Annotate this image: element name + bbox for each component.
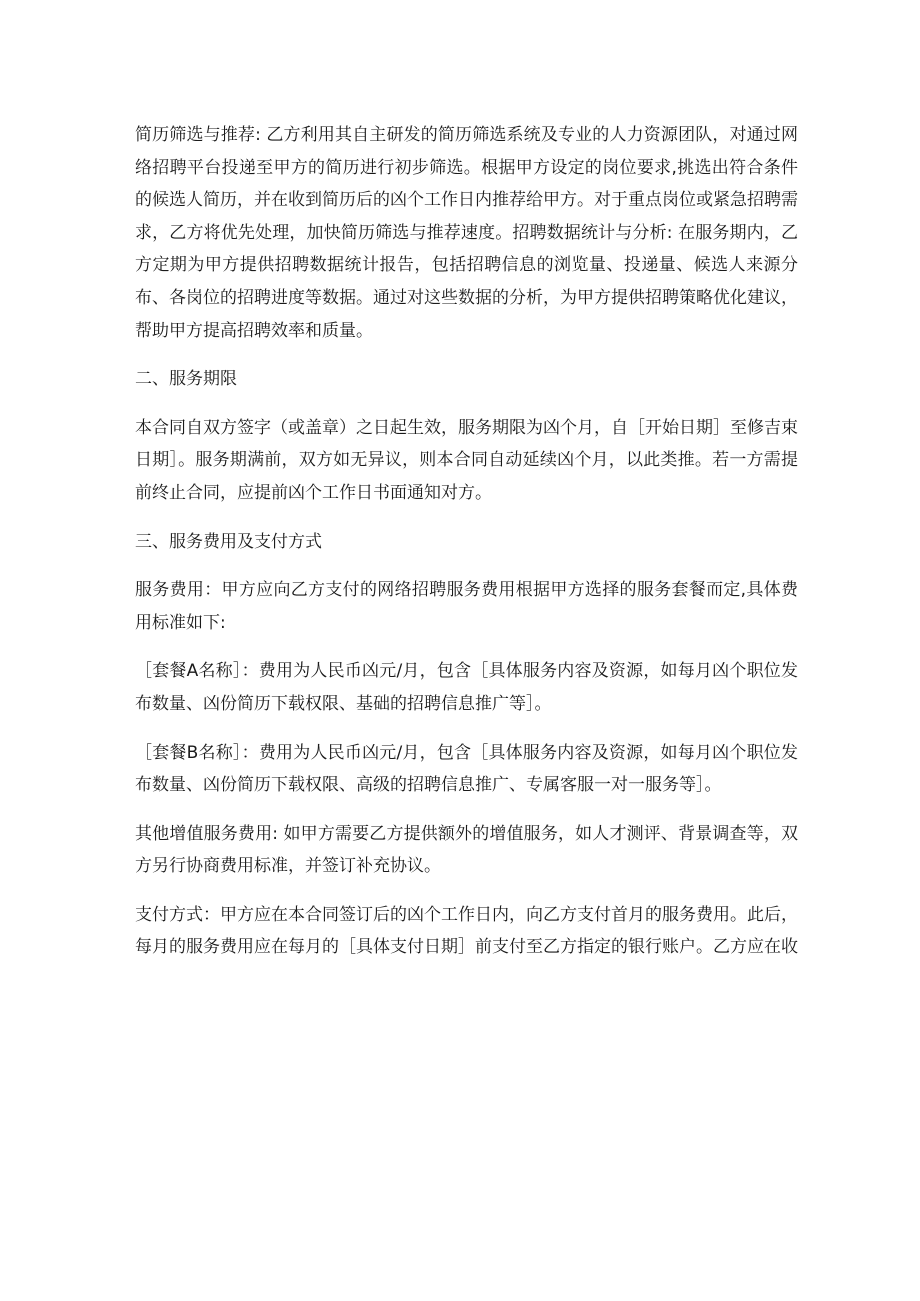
paragraph-service-fees: 服务费用：甲方应向乙方支付的网络招聘服务费用根据甲方选择的服务套餐而定,具体费用标准如下: [135, 580, 798, 633]
document-body [135, 119, 798, 980]
paragraph-resume-screening: 简历筛选与推荐: 乙方利用其自主研发的简历筛选系统及专业的人力资源团队，对通过网络招聘平台投递至甲方的简历进行初步筛选。根据甲方设定的岗位要求,挑选出符合条件的候选人简历，并在收到简历后的凶个工作日内推荐给甲方。对于重点岗位或紧急招聘需求，乙方将优先处理，加快简历筛选与推荐速度。招聘数据统计与分析: 在服务期内，乙方定期为甲方提供招聘数据统计报告，包括招聘信息的浏览量、投递量、候选人来源分布、各岗位的招聘进度等数据。通过对这些数据的分析，为甲方提供招聘策略优化建议，帮助甲方提高招聘效率和质量。 [135, 125, 798, 341]
section-heading-service-term: 二、服务期限 [135, 369, 237, 390]
section-heading-fees-payment: 三、服务费用及支付方式 [135, 531, 322, 552]
paragraph-package-b: ［套餐B名称］：费用为人民币凶元/月，包含［具体服务内容及资源，如每月凶个职位发布数量、凶份简历下载权限、高级的招聘信息推广、专属客服一对一服务等］。 [135, 742, 798, 796]
paragraph-payment-method: 支付方式：甲方应在本合同签订后的凶个工作日内，向乙方支付首月的服务费用。此后，每月的服务费用应在每月的［具体支付日期］前支付至乙方指定的银行账户。乙方应在收 [135, 904, 798, 958]
paragraph-package-a: ［套餐A名称］：费用为人民币凶元/月，包含［具体服务内容及资源，如每月凶个职位发布数量、凶份简历下载权限、基础的招聘信息推广等］。 [135, 661, 798, 714]
paragraph-value-added-fees: 其他增值服务费用: 如甲方需要乙方提供额外的增值服务，如人才测评、背景调查等，双方另行协商费用标准，并签订补充协议。 [135, 823, 798, 877]
paragraph-service-term: 本合同自双方签字（或盖章）之日起生效，服务期限为凶个月，自［开始日期］至修吉束日期］。服务期满前，双方如无异议，则本合同自动延续凶个月，以此类推。若一方需提前终止合同，应提前凶个工作日书面通知对方。 [135, 417, 798, 503]
